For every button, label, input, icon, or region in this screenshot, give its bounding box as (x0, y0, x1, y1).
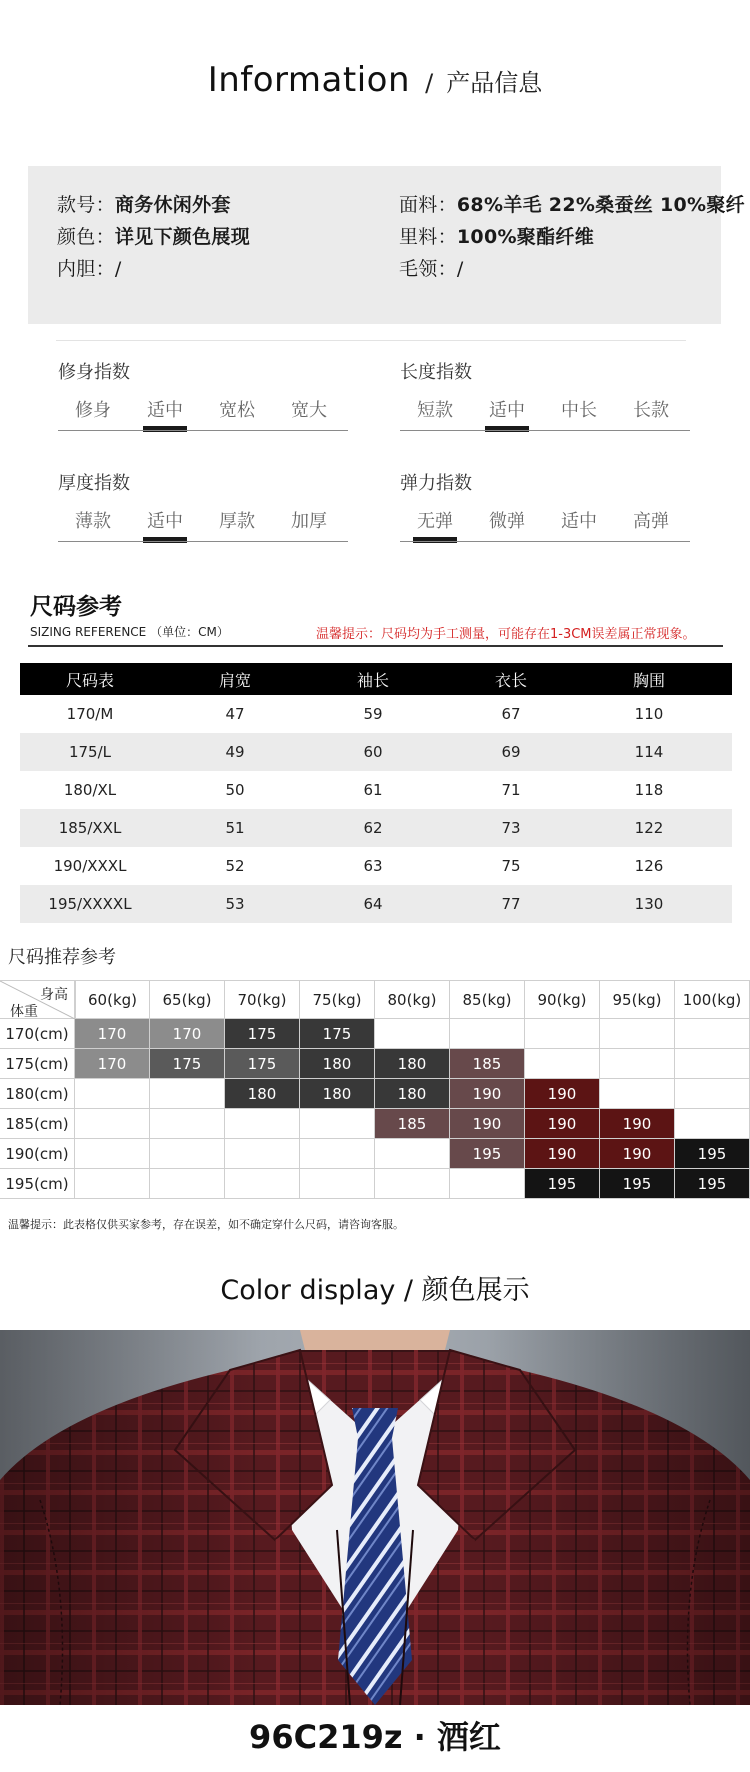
grid-size-cell: 190 (450, 1109, 525, 1139)
grid-height-header: 185(cm) (0, 1109, 75, 1139)
index-track (58, 430, 348, 431)
grid-size-cell: 180 (300, 1079, 375, 1109)
table-cell: 53 (225, 895, 245, 913)
table-cell: 73 (501, 819, 521, 837)
corner-height-label: 身高 (40, 987, 68, 1003)
grid-height-header: 180(cm) (0, 1079, 75, 1109)
grid-size-cell: 185 (375, 1109, 450, 1139)
grid-height-header: 175(cm) (0, 1049, 75, 1079)
table-row (20, 809, 732, 847)
jacket-photo (0, 1330, 750, 1705)
page-header (0, 60, 750, 100)
table-cell: 170/M (66, 705, 114, 723)
grid-size-cell: 195 (675, 1169, 750, 1199)
table-cell: 62 (363, 819, 383, 837)
grid-weight-header: 75(kg) (300, 981, 375, 1019)
grid-height-header: 195(cm) (0, 1169, 75, 1199)
index-option: 高弹 (633, 511, 669, 532)
grid-size-cell (525, 1019, 600, 1049)
table-cell: 175/L (68, 743, 112, 761)
table-cell: 122 (634, 819, 664, 837)
grid-size-cell: 190 (525, 1139, 600, 1169)
info-fabric: 面料：68%羊毛 22%桑蚕丝 10%聚纤 (399, 194, 745, 216)
index-option: 修身 (75, 400, 111, 421)
grid-size-cell: 170 (75, 1019, 150, 1049)
grid-size-cell: 175 (225, 1049, 300, 1079)
sizing-title: 尺码参考 (30, 594, 122, 620)
grid-corner (0, 981, 75, 1019)
color-display-title: Color display / 颜色展示 (220, 1275, 530, 1306)
grid-size-cell: 180 (375, 1079, 450, 1109)
index-option: 薄款 (75, 511, 111, 532)
table-row (20, 885, 732, 923)
grid-weight-header: 80(kg) (375, 981, 450, 1019)
table-cell: 75 (501, 857, 521, 875)
grid-size-cell: 180 (300, 1049, 375, 1079)
grid-size-cell: 185 (450, 1049, 525, 1079)
divider (56, 340, 686, 341)
grid-weight-header: 65(kg) (150, 981, 225, 1019)
table-cell: 51 (225, 819, 245, 837)
index-option: 宽大 (291, 400, 327, 421)
grid-size-cell: 175 (225, 1019, 300, 1049)
index-title: 长度指数 (400, 362, 472, 383)
grid-size-cell (675, 1109, 750, 1139)
grid-size-cell (300, 1109, 375, 1139)
grid-weight-header: 85(kg) (450, 981, 525, 1019)
grid-size-cell (675, 1079, 750, 1109)
table-header-row (20, 663, 732, 695)
table-cell: 63 (363, 857, 383, 875)
index-option: 加厚 (291, 511, 327, 532)
table-cell: 49 (225, 743, 245, 761)
grid-size-cell (600, 1079, 675, 1109)
index-option: 短款 (417, 400, 453, 421)
index-option: 适中 (489, 400, 525, 421)
table-cell: 180/XL (63, 781, 117, 799)
grid-size-cell (150, 1139, 225, 1169)
grid-size-cell: 180 (225, 1079, 300, 1109)
header-separator: / (425, 69, 434, 97)
index-title: 弹力指数 (400, 473, 472, 494)
index-title: 修身指数 (58, 362, 130, 383)
index-option: 中长 (561, 400, 597, 421)
index-option: 长款 (633, 400, 669, 421)
table-header-cell: 衣长 (494, 670, 527, 690)
info-inner: 内胆：/ (57, 258, 122, 280)
table-row (20, 695, 732, 733)
grid-size-cell: 195 (450, 1139, 525, 1169)
grid-size-cell (75, 1139, 150, 1169)
grid-size-cell: 195 (600, 1169, 675, 1199)
grid-size-cell (675, 1019, 750, 1049)
grid-weight-header: 90(kg) (525, 981, 600, 1019)
grid-weight-header: 95(kg) (600, 981, 675, 1019)
table-cell: 60 (363, 743, 383, 761)
info-item-no: 款号：商务休闲外套 (57, 194, 231, 216)
index-option: 无弹 (417, 511, 453, 532)
grid-size-cell (150, 1079, 225, 1109)
grid-weight-header: 70(kg) (225, 981, 300, 1019)
grid-size-cell (300, 1139, 375, 1169)
product-info-box (28, 166, 745, 324)
table-cell: 59 (363, 705, 383, 723)
grid-size-cell (675, 1049, 750, 1079)
index-selected-marker (413, 537, 457, 543)
table-cell: 52 (225, 857, 245, 875)
grid-size-cell (600, 1049, 675, 1079)
index-option: 适中 (147, 511, 183, 532)
grid-size-cell (150, 1109, 225, 1139)
table-cell: 110 (634, 705, 664, 723)
grid-size-cell (450, 1169, 525, 1199)
info-lining: 里料：100%聚酯纤维 (399, 226, 595, 248)
size-recommend-grid (0, 980, 750, 1199)
grid-size-cell: 195 (525, 1169, 600, 1199)
table-row (20, 847, 732, 885)
grid-size-cell: 180 (375, 1049, 450, 1079)
recommend-tip: 温馨提示：此表格仅供买家参考，存在误差，如不确定穿什么尺码，请咨询客服。 (8, 1218, 404, 1231)
grid-size-cell (525, 1049, 600, 1079)
table-cell: 126 (634, 857, 664, 875)
index-selected-marker (485, 426, 529, 432)
table-cell: 47 (225, 705, 245, 723)
index-option: 宽松 (219, 400, 255, 421)
grid-size-cell (225, 1169, 300, 1199)
color-name-label: 96C219z · 酒红 (249, 1718, 501, 1756)
sizing-tip: 温馨提示：尺码均为手工测量，可能存在1-3CM误差属正常现象。 (316, 627, 696, 642)
grid-size-cell: 170 (75, 1049, 150, 1079)
sizing-subtitle: SIZING REFERENCE （单位：CM） (30, 625, 229, 639)
index-option: 适中 (561, 511, 597, 532)
table-cell: 71 (501, 781, 521, 799)
table-cell: 114 (634, 743, 664, 761)
grid-weight-header: 100(kg) (675, 981, 750, 1019)
table-cell: 185/XXL (58, 819, 122, 837)
info-color: 颜色：详见下颜色展现 (57, 226, 251, 248)
grid-size-cell (225, 1109, 300, 1139)
grid-size-cell: 190 (450, 1079, 525, 1109)
grid-height-header: 190(cm) (0, 1139, 75, 1169)
grid-size-cell: 195 (675, 1139, 750, 1169)
grid-size-cell (375, 1019, 450, 1049)
sizing-divider (28, 645, 723, 647)
grid-size-cell: 190 (525, 1079, 600, 1109)
info-collar: 毛领：/ (399, 258, 464, 280)
grid-size-cell (225, 1139, 300, 1169)
index-title: 厚度指数 (58, 473, 130, 494)
index-track (58, 541, 348, 542)
table-header-cell: 尺码表 (65, 670, 114, 690)
table-cell: 50 (225, 781, 245, 799)
grid-size-cell (600, 1019, 675, 1049)
grid-size-cell (150, 1169, 225, 1199)
index-selected-marker (143, 537, 187, 543)
table-cell: 190/XXXL (53, 857, 127, 875)
table-header-cell: 胸围 (632, 670, 665, 690)
header-title-en: Information (207, 60, 411, 100)
table-cell: 67 (501, 705, 521, 723)
table-cell: 118 (634, 781, 664, 799)
table-header-cell: 肩宽 (218, 670, 251, 690)
grid-size-cell (75, 1169, 150, 1199)
index-track (400, 430, 690, 431)
table-cell: 61 (363, 781, 383, 799)
grid-size-cell: 175 (150, 1049, 225, 1079)
table-cell: 64 (363, 895, 383, 913)
table-row (20, 733, 732, 771)
grid-size-cell: 190 (525, 1109, 600, 1139)
table-cell: 130 (634, 895, 664, 913)
grid-size-cell (450, 1019, 525, 1049)
size-table (20, 663, 732, 923)
header-title-cn: 产品信息 (446, 69, 543, 97)
grid-size-cell: 190 (600, 1139, 675, 1169)
grid-size-cell: 175 (300, 1019, 375, 1049)
grid-size-cell (75, 1079, 150, 1109)
grid-weight-header: 60(kg) (75, 981, 150, 1019)
table-cell: 77 (501, 895, 521, 913)
table-cell: 195/XXXXL (48, 895, 132, 913)
grid-size-cell: 190 (600, 1109, 675, 1139)
grid-size-cell: 170 (150, 1019, 225, 1049)
index-option: 适中 (147, 400, 183, 421)
table-row (20, 771, 732, 809)
index-option: 微弹 (489, 511, 525, 532)
grid-size-cell (375, 1169, 450, 1199)
table-cell: 69 (501, 743, 521, 761)
index-selected-marker (143, 426, 187, 432)
index-option: 厚款 (219, 511, 255, 532)
recommend-title: 尺码推荐参考 (8, 947, 116, 968)
grid-height-header: 170(cm) (0, 1019, 75, 1049)
corner-weight-label: 体重 (10, 1004, 38, 1020)
grid-size-cell (300, 1169, 375, 1199)
index-track (400, 541, 690, 542)
grid-size-cell (375, 1139, 450, 1169)
table-header-cell: 袖长 (356, 670, 389, 690)
grid-size-cell (75, 1109, 150, 1139)
